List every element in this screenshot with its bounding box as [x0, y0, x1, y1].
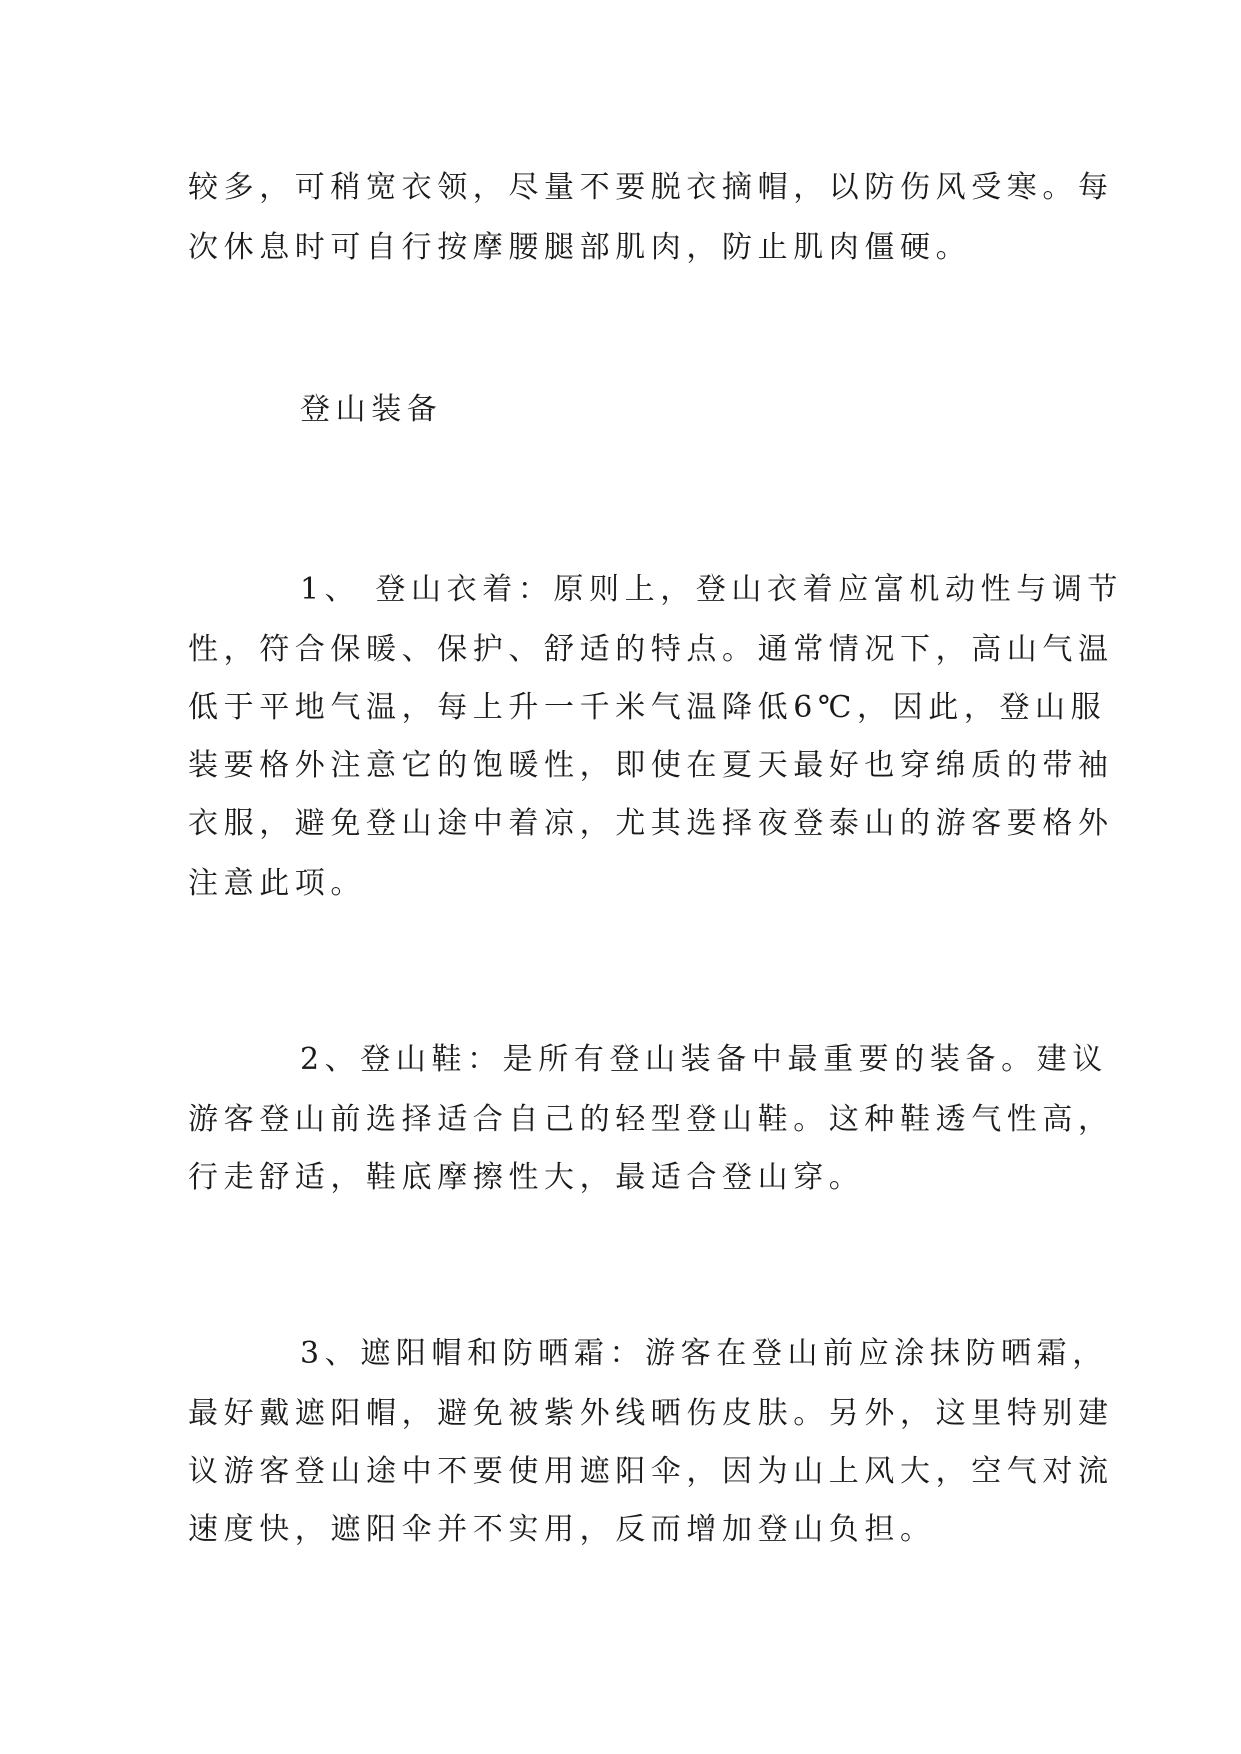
item1-line-5: 衣服，避免登山途中着凉，尤其选择夜登泰山的游客要格外	[188, 806, 1114, 841]
item1-line-2: 性，符合保暖、保护、舒适的特点。通常情况下，高山气温	[188, 632, 1114, 667]
item3-line-3: 议游客登山途中不要使用遮阳伞，因为山上风大，空气对流	[188, 1454, 1114, 1489]
item2-line-2: 游客登山前选择适合自己的轻型登山鞋。这种鞋透气性高，	[188, 1102, 1114, 1137]
item3-line-2: 最好戴遮阳帽，避免被紫外线晒伤皮肤。另外，这里特别建	[188, 1396, 1114, 1431]
item1-line-4: 装要格外注意它的饱暖性，即使在夏天最好也穿绵质的带袖	[188, 748, 1114, 783]
item3-line-1: 3、遮阳帽和防晒霜：游客在登山前应涂抹防晒霜，	[300, 1336, 1108, 1371]
intro-line-2: 次休息时可自行按摩腰腿部肌肉，防止肌肉僵硬。	[188, 230, 972, 265]
item1-line-3: 低于平地气温，每上升一千米气温降低6℃，因此，登山服	[188, 690, 1107, 725]
item3-line-4: 速度快，遮阳伞并不实用，反而增加登山负担。	[188, 1512, 936, 1547]
item2-line-1: 2、登山鞋：是所有登山装备中最重要的装备。建议	[300, 1042, 1108, 1077]
section-heading: 登山装备	[300, 392, 443, 427]
item2-line-3: 行走舒适，鞋底摩擦性大，最适合登山穿。	[188, 1160, 865, 1195]
intro-line-1: 较多，可稍宽衣领，尽量不要脱衣摘帽，以防伤风受寒。每	[188, 170, 1114, 205]
item1-line-6: 注意此项。	[188, 866, 366, 901]
item1-line-1: 1、 登山衣着：原则上，登山衣着应富机动性与调节	[300, 572, 1124, 607]
